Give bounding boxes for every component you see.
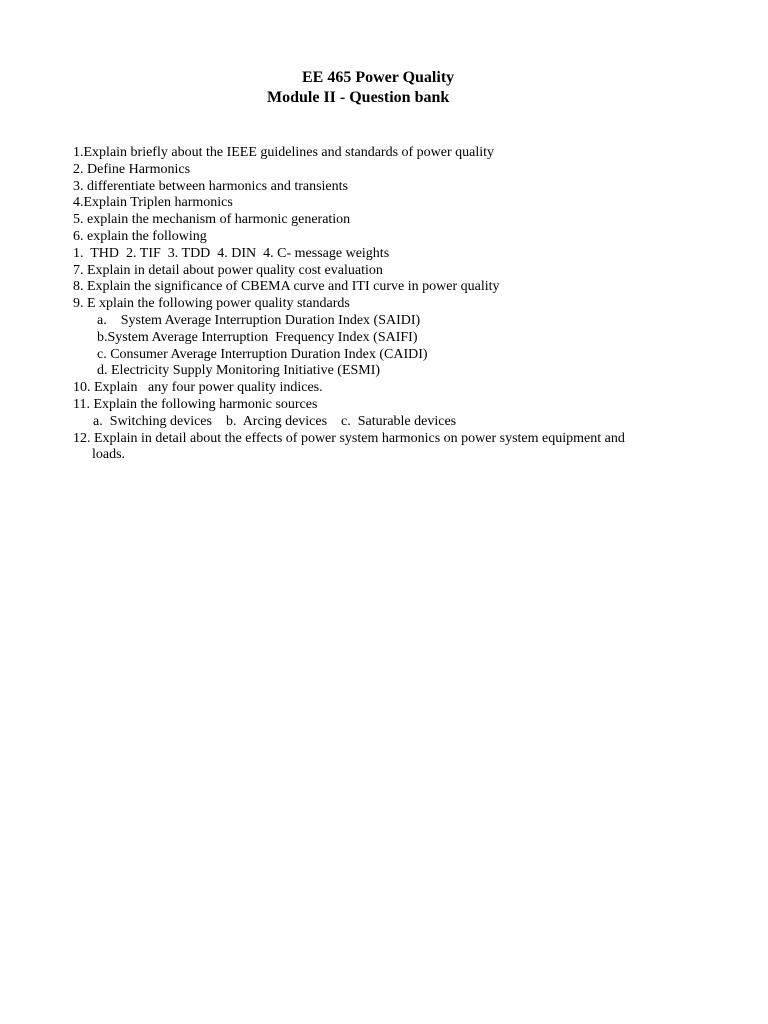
question-item: 1.Explain briefly about the IEEE guidelines and standards of power quality — [73, 145, 495, 160]
question-subitem: a. Switching devices b. Arcing devices c. Saturable devices — [93, 413, 457, 429]
question-item: 12. Explain in detail about the effects of power system harmonics on power system equipment and — [73, 430, 625, 446]
question-item: 8. Explain the significance of CBEMA curve and ITI curve in power quality — [73, 279, 500, 295]
course-title: EE 465 Power Quality — [302, 69, 455, 86]
question-item: 5. explain the mechanism of harmonic generation — [73, 212, 351, 228]
question-subitem: d. Electricity Supply Monitoring Initiative (ESMI) — [97, 363, 381, 379]
question-item: 11. Explain the following harmonic sources — [73, 396, 318, 412]
question-subitem: c. Consumer Average Interruption Duration Index (CAIDI) — [97, 346, 428, 362]
question-item: 7. Explain in detail about power quality cost evaluation — [73, 262, 383, 278]
question-item: 3. differentiate between harmonics and transients — [73, 178, 348, 194]
question-list — [73, 145, 713, 464]
question-subitem: b.System Average Interruption Frequency Index (SAIFI) — [97, 329, 418, 345]
question-item: 4.Explain Triplen harmonics — [73, 195, 233, 211]
question-item: 10. Explain any four power quality indices. — [73, 380, 323, 396]
question-subitem: 1. THD 2. TIF 3. TDD 4. DIN 4. C- message weights — [73, 245, 390, 261]
module-title: Module II - Question bank — [267, 89, 450, 106]
question-item: 2. Define Harmonics — [73, 161, 191, 177]
question-item: 6. explain the following — [73, 228, 207, 244]
question-item: 9. E xplain the following power quality standards — [73, 296, 350, 312]
question-subitem: a. System Average Interruption Duration Index (SAIDI) — [97, 312, 421, 328]
question-continuation: loads. — [92, 447, 126, 463]
